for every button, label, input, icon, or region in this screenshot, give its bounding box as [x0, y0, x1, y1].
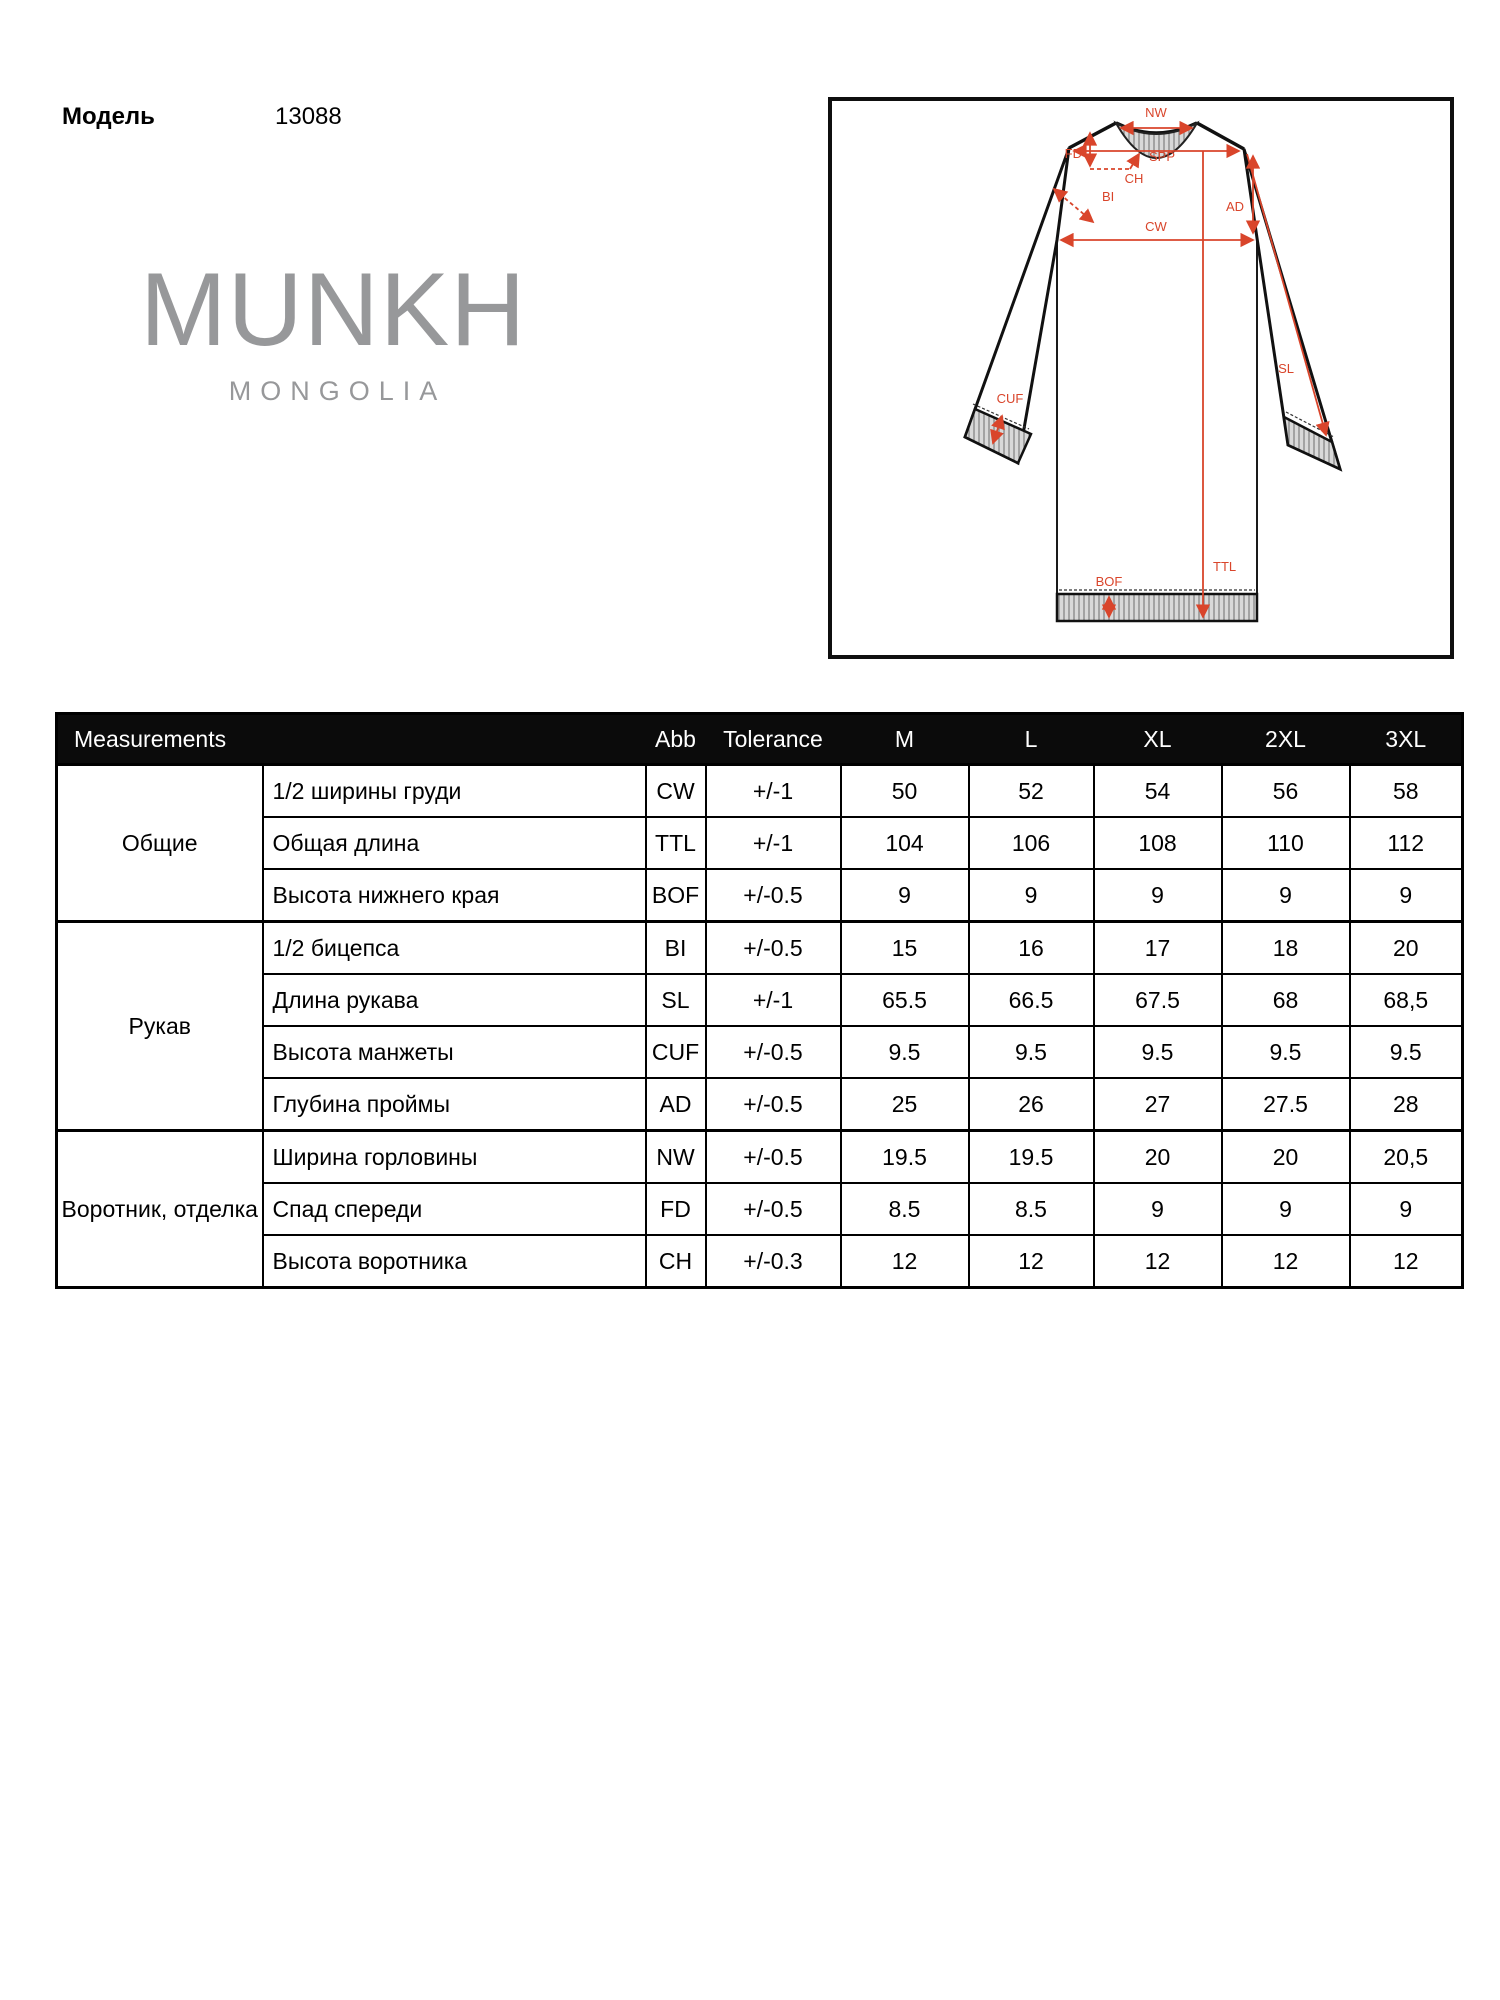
measurement-tolerance: +/-0.5: [706, 922, 841, 975]
col-size-L: L: [969, 714, 1094, 765]
header-row: [57, 714, 1463, 765]
garment-body: [1057, 123, 1257, 621]
measurement-value: 68,5: [1350, 974, 1463, 1026]
measurement-abb: AD: [646, 1078, 706, 1131]
label-bi-text: BI: [1102, 189, 1115, 204]
label-bof-text: BOF: [1095, 574, 1123, 589]
measurement-value: 9: [841, 869, 969, 922]
measurement-value: 20: [1222, 1131, 1350, 1184]
measurement-tolerance: +/-0.3: [706, 1235, 841, 1288]
measurement-value: 25: [841, 1078, 969, 1131]
measurement-value: 28: [1350, 1078, 1463, 1131]
table-row: [57, 1183, 1463, 1235]
measurement-value: 56: [1222, 765, 1350, 818]
label-cuf-text: CUF: [996, 391, 1024, 406]
brand-name: MUNKH: [140, 252, 527, 368]
measurement-tolerance: +/-0.5: [706, 1183, 841, 1235]
measurement-value: 58: [1350, 765, 1463, 818]
measurement-value: 12: [841, 1235, 969, 1288]
measurement-value: 9: [1350, 869, 1463, 922]
measurement-value: 9: [1094, 1183, 1222, 1235]
col-size-3XL: 3XL: [1350, 714, 1463, 765]
measurement-name: Ширина горловины: [263, 1131, 646, 1184]
measurement-name: 1/2 бицепса: [263, 922, 646, 975]
measurement-tolerance: +/-1: [706, 765, 841, 818]
col-size-M: M: [841, 714, 969, 765]
measurement-value: 106: [969, 817, 1094, 869]
measurement-abb: SL: [646, 974, 706, 1026]
measurement-value: 17: [1094, 922, 1222, 975]
col-size-2XL: 2XL: [1222, 714, 1350, 765]
measurement-tolerance: +/-0.5: [706, 1078, 841, 1131]
measurement-value: 20: [1094, 1131, 1222, 1184]
table-header: [57, 714, 1463, 765]
label-fd-text: FD: [1064, 146, 1082, 161]
table-row: [57, 817, 1463, 869]
measurement-value: 20,5: [1350, 1131, 1463, 1184]
measurement-value: 8.5: [841, 1183, 969, 1235]
measurement-value: 19.5: [969, 1131, 1094, 1184]
measurement-value: 65.5: [841, 974, 969, 1026]
measurement-value: 112: [1350, 817, 1463, 869]
label-nw-text: NW: [1145, 105, 1167, 120]
garment-sketch: [832, 101, 1450, 655]
measurement-value: 50: [841, 765, 969, 818]
measurement-tolerance: +/-0.5: [706, 1026, 841, 1078]
measurement-tolerance: +/-1: [706, 817, 841, 869]
measurement-value: 66.5: [969, 974, 1094, 1026]
measurement-name: Общая длина: [263, 817, 646, 869]
label-ch-text: CH: [1124, 171, 1144, 186]
measurement-value: 68: [1222, 974, 1350, 1026]
model-row: [62, 103, 342, 131]
measurement-value: 67.5: [1094, 974, 1222, 1026]
measurement-abb: BI: [646, 922, 706, 975]
label-spp-text: SPP: [1148, 149, 1176, 164]
measurement-name: Высота воротника: [263, 1235, 646, 1288]
table-body: [57, 765, 1463, 1288]
table-row: [57, 1131, 1463, 1184]
measurement-value: 9: [969, 869, 1094, 922]
table-row: [57, 974, 1463, 1026]
garment-diagram: [828, 97, 1454, 659]
measurement-value: 12: [1222, 1235, 1350, 1288]
measurement-value: 19.5: [841, 1131, 969, 1184]
table-row: [57, 869, 1463, 922]
measurement-value: 16: [969, 922, 1094, 975]
measurement-name: Длина рукава: [263, 974, 646, 1026]
measurement-abb: NW: [646, 1131, 706, 1184]
measurement-abb: TTL: [646, 817, 706, 869]
group-name: Воротник, отделка: [57, 1131, 263, 1288]
brand-logo: [140, 252, 527, 407]
col-size-XL: XL: [1094, 714, 1222, 765]
measurement-name: Высота нижнего края: [263, 869, 646, 922]
measurement-value: 108: [1094, 817, 1222, 869]
measurement-value: 12: [1350, 1235, 1463, 1288]
measurement-value: 12: [969, 1235, 1094, 1288]
measurement-tolerance: +/-0.5: [706, 869, 841, 922]
measurement-value: 54: [1094, 765, 1222, 818]
label-sl-text: SL: [1278, 361, 1294, 376]
measurement-value: 9: [1350, 1183, 1463, 1235]
table-row: [57, 1026, 1463, 1078]
hem-rib: [1057, 594, 1257, 621]
measurement-value: 20: [1350, 922, 1463, 975]
measurement-name: Глубина проймы: [263, 1078, 646, 1131]
label-ad-text: AD: [1225, 199, 1244, 214]
measurement-abb: CW: [646, 765, 706, 818]
measurement-abb: CUF: [646, 1026, 706, 1078]
measurement-value: 9.5: [1350, 1026, 1463, 1078]
label-ttl-text: TTL: [1213, 559, 1237, 574]
model-label: Модель: [62, 103, 155, 130]
measurements-table: [55, 712, 1464, 1289]
measurement-name: 1/2 ширины груди: [263, 765, 646, 818]
measurement-name: Спад спереди: [263, 1183, 646, 1235]
measurement-abb: BOF: [646, 869, 706, 922]
table-row: [57, 922, 1463, 975]
measurement-abb: FD: [646, 1183, 706, 1235]
brand-subtitle: MONGOLIA: [228, 376, 447, 406]
measurement-value: 15: [841, 922, 969, 975]
group-name: Общие: [57, 765, 263, 922]
measurement-value: 104: [841, 817, 969, 869]
measurement-value: 26: [969, 1078, 1094, 1131]
measurement-abb: CH: [646, 1235, 706, 1288]
col-abb: Abb: [646, 714, 706, 765]
table-row: [57, 765, 1463, 818]
measurement-value: 8.5: [969, 1183, 1094, 1235]
measurement-name: Высота манжеты: [263, 1026, 646, 1078]
measurement-value: 9.5: [969, 1026, 1094, 1078]
col-tolerance: Tolerance: [706, 714, 841, 765]
measurement-value: 9: [1222, 1183, 1350, 1235]
col-measurements: Measurements: [57, 714, 646, 765]
model-number: 13088: [275, 103, 342, 130]
measurement-value: 9: [1094, 869, 1222, 922]
label-cw-text: CW: [1145, 219, 1167, 234]
measurement-value: 18: [1222, 922, 1350, 975]
table-row: [57, 1078, 1463, 1131]
measurement-tolerance: +/-0.5: [706, 1131, 841, 1184]
group-name: Рукав: [57, 922, 263, 1131]
measurement-value: 12: [1094, 1235, 1222, 1288]
measurement-value: 27.5: [1222, 1078, 1350, 1131]
measurement-tolerance: +/-1: [706, 974, 841, 1026]
measurement-value: 110: [1222, 817, 1350, 869]
measurement-value: 9.5: [1222, 1026, 1350, 1078]
measurement-value: 52: [969, 765, 1094, 818]
measurement-value: 9.5: [1094, 1026, 1222, 1078]
measurement-value: 27: [1094, 1078, 1222, 1131]
table-row: [57, 1235, 1463, 1288]
measurement-value: 9: [1222, 869, 1350, 922]
measurement-value: 9.5: [841, 1026, 969, 1078]
